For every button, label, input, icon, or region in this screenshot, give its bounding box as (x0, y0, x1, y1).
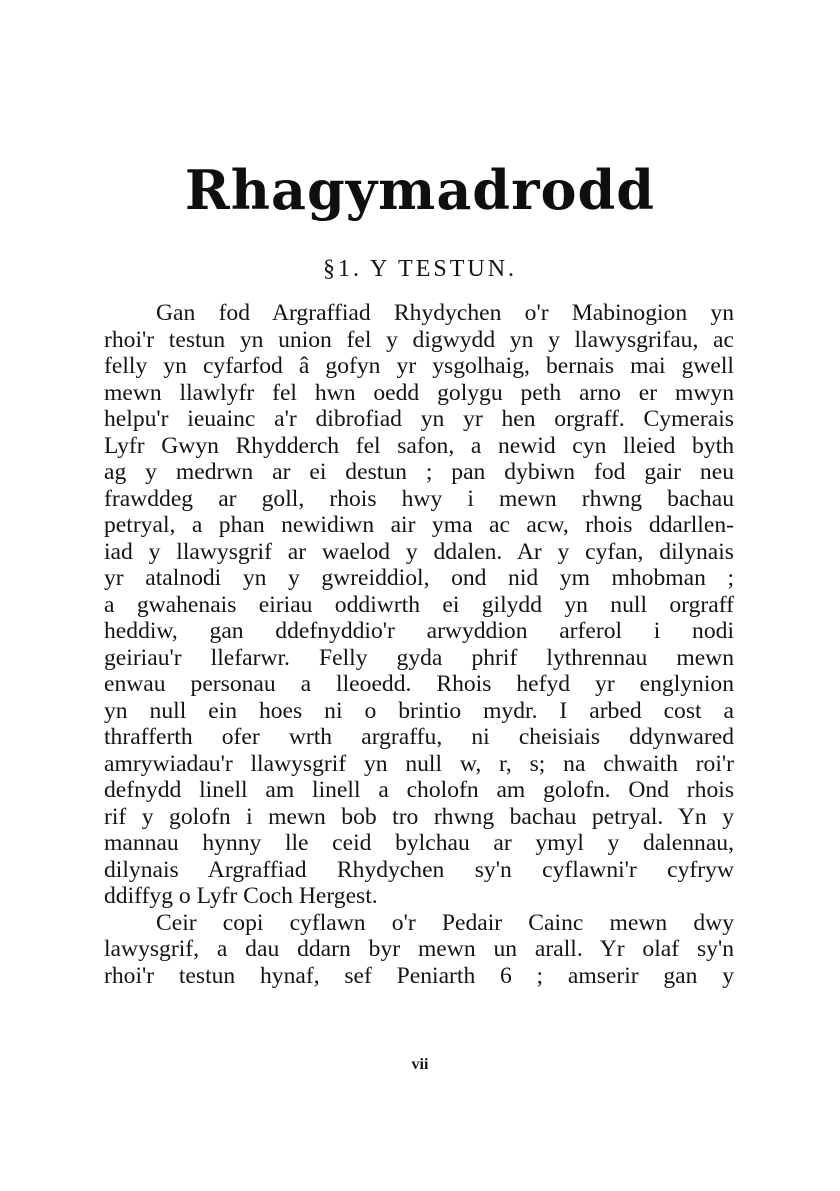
text-line: dilynais Argraffiad Rhydychen sy'n cyflawni'r cyfryw (104, 856, 734, 883)
text-line: rif y golofn i mewn bob tro rhwng bachau petryal. Yn y (104, 803, 734, 830)
chapter-heading: Rhagymadrodd (184, 158, 656, 222)
text-line: rhoi'r testun yn union fel y digwydd yn y llawysgrifau, ac (104, 326, 734, 353)
text-line: enwau personau a lleoedd. Rhois hefyd yr englynion (104, 671, 734, 697)
text-line: geiriau'r llefarwr. Felly gyda phrif lythrennau mewn (104, 644, 734, 671)
body-text (104, 300, 734, 989)
text-line: iad y llawysgrif ar waelod y ddalen. Ar y cyfan, dilynais (104, 538, 734, 565)
text-line: rhoi'r testun hynaf, sef Peniarth 6 ; amserir gan y (104, 962, 734, 989)
text-line: petryal, a phan newidiwn air yma ac acw, rhois ddarllen- (104, 512, 734, 538)
text-line: Ceir copi cyflawn o'r Pedair Cainc mewn dwy (156, 909, 734, 936)
text-line: mannau hynny lle ceid bylchau ar ymyl y dalennau, (104, 830, 734, 856)
text-line: amrywiadau'r llawysgrif yn null w, r, s; na chwaith roi'r (104, 750, 734, 777)
text-line: helpu'r ieuainc a'r dibrofiad yn yr hen orgraff. Cymerais (104, 406, 734, 432)
text-line: lawysgrif, a dau ddarn byr mewn un arall. Yr olaf sy'n (104, 936, 734, 962)
text-line: heddiw, gan ddefnyddio'r arwyddion arferol i nodi (104, 618, 734, 644)
text-line: yr atalnodi yn y gwreiddiol, ond nid ym mhobman ; (104, 565, 734, 591)
text-line: ddiffyg o Lyfr Coch Hergest. (104, 883, 378, 909)
section-title: §1. Y TESTUN. (322, 256, 518, 282)
text-line: a gwahenais eiriau oddiwrth ei gilydd yn null orgraff (104, 591, 734, 618)
text-line: yn null ein hoes ni o brintio mydr. I arbed cost a (104, 697, 734, 724)
page-number: vii (411, 1056, 429, 1073)
text-line: ag y medrwn ar ei destun ; pan dybiwn fod gair neu (104, 459, 734, 485)
text-line: defnydd linell am linell a cholofn am golofn. Ond rhois (104, 777, 734, 803)
text-line: thrafferth ofer wrth argraffu, ni cheisiais ddynwared (104, 724, 734, 750)
text-line: mewn llawlyfr fel hwn oedd golygu peth arno er mwyn (104, 379, 734, 406)
text-line: frawddeg ar goll, rhois hwy i mewn rhwng bachau (104, 485, 734, 512)
text-line: Gan fod Argraffiad Rhydychen o'r Mabinogion yn (156, 300, 734, 326)
text-line: Lyfr Gwyn Rhydderch fel safon, a newid cyn lleied byth (104, 432, 734, 459)
text-line: felly yn cyfarfod â gofyn yr ysgolhaig, bernais mai gwell (104, 353, 734, 379)
